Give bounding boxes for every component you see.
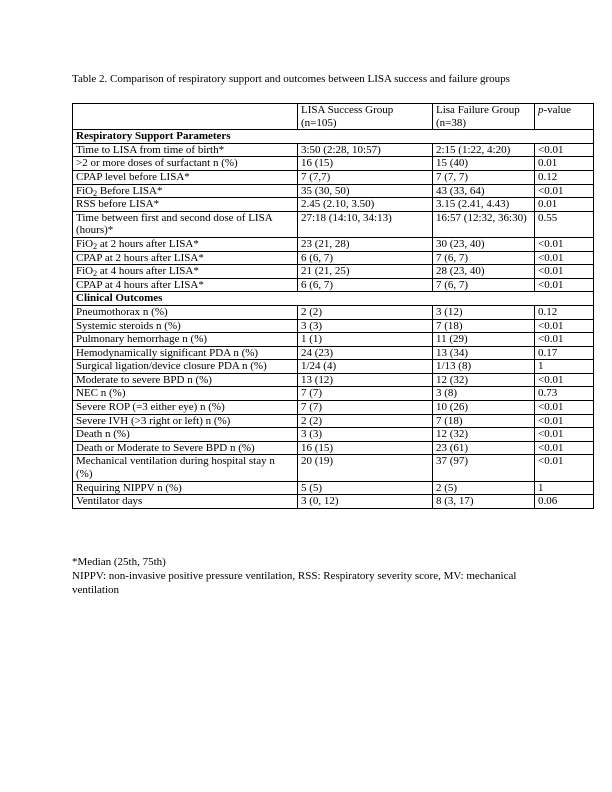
table-row [73, 481, 594, 495]
table-row [73, 157, 594, 171]
table-row [73, 387, 594, 401]
row-parameter: Time between first and second dose of LISA (hours)* [73, 211, 298, 237]
table-row [73, 143, 594, 157]
table-row [73, 495, 594, 509]
table-row [73, 401, 594, 415]
header-parameter [73, 104, 298, 130]
row-success-value: 3 (3) [298, 428, 433, 442]
table-caption: Table 2. Comparison of respiratory support and outcomes between LISA success and failure groups [72, 73, 510, 85]
row-parameter: Mechanical ventilation during hospital stay n (%) [73, 455, 298, 481]
row-failure-value: 7 (18) [433, 414, 535, 428]
row-failure-value: 1/13 (8) [433, 360, 535, 374]
row-p-value: <0.01 [535, 265, 594, 279]
row-success-value: 3 (3) [298, 319, 433, 333]
table-row [73, 360, 594, 374]
table-row [73, 237, 594, 251]
row-failure-value: 15 (40) [433, 157, 535, 171]
row-success-value: 16 (15) [298, 441, 433, 455]
table-row [73, 278, 594, 292]
row-failure-value: 2:15 (1:22, 4:20) [433, 143, 535, 157]
row-failure-value: 11 (29) [433, 333, 535, 347]
row-success-value: 35 (30, 50) [298, 184, 433, 198]
results-table [72, 103, 594, 509]
row-p-value: 0.17 [535, 346, 594, 360]
row-p-value: <0.01 [535, 401, 594, 415]
row-success-value: 27:18 (14:10, 34:13) [298, 211, 433, 237]
section-title: Respiratory Support Parameters [73, 130, 594, 144]
row-failure-value: 12 (32) [433, 428, 535, 442]
row-success-value: 6 (6, 7) [298, 251, 433, 265]
row-success-value: 20 (19) [298, 455, 433, 481]
row-parameter: >2 or more doses of surfactant n (%) [73, 157, 298, 171]
footnote-abbreviations: NIPPV: non-invasive positive pressure ventilation, RSS: Respiratory severity score, MV: mechanical ventilation [72, 569, 517, 596]
row-p-value: 1 [535, 481, 594, 495]
row-failure-value: 23 (61) [433, 441, 535, 455]
row-p-value: 0.12 [535, 305, 594, 319]
row-p-value: 0.01 [535, 198, 594, 212]
row-p-value: 0.06 [535, 495, 594, 509]
header-p-value: p-value [535, 104, 594, 130]
row-parameter: CPAP at 4 hours after LISA* [73, 278, 298, 292]
row-success-value: 1/24 (4) [298, 360, 433, 374]
row-failure-value: 3 (12) [433, 305, 535, 319]
row-success-value: 2.45 (2.10, 3.50) [298, 198, 433, 212]
row-p-value: <0.01 [535, 251, 594, 265]
footnote-median: *Median (25th, 75th) [72, 556, 166, 568]
row-p-value: <0.01 [535, 278, 594, 292]
row-failure-value: 3.15 (2.41, 4.43) [433, 198, 535, 212]
table-row [73, 184, 594, 198]
row-parameter: Surgical ligation/device closure PDA n (%) [73, 360, 298, 374]
row-p-value: <0.01 [535, 373, 594, 387]
row-failure-value: 30 (23, 40) [433, 237, 535, 251]
table-row [73, 198, 594, 212]
row-failure-value: 7 (6, 7) [433, 278, 535, 292]
row-success-value: 2 (2) [298, 414, 433, 428]
section-title: Clinical Outcomes [73, 292, 594, 306]
row-p-value: <0.01 [535, 333, 594, 347]
row-success-value: 7 (7,7) [298, 170, 433, 184]
row-success-value: 23 (21, 28) [298, 237, 433, 251]
row-failure-value: 12 (32) [433, 373, 535, 387]
row-failure-value: 10 (26) [433, 401, 535, 415]
row-parameter: Time to LISA from time of birth* [73, 143, 298, 157]
row-failure-value: 28 (23, 40) [433, 265, 535, 279]
row-parameter: Systemic steroids n (%) [73, 319, 298, 333]
row-parameter: Ventilator days [73, 495, 298, 509]
row-failure-value: 7 (7, 7) [433, 170, 535, 184]
row-p-value: <0.01 [535, 455, 594, 481]
table-row [73, 265, 594, 279]
row-success-value: 21 (21, 25) [298, 265, 433, 279]
header-success-group: LISA Success Group (n=105) [298, 104, 433, 130]
row-p-value: 0.73 [535, 387, 594, 401]
row-success-value: 3 (0, 12) [298, 495, 433, 509]
table-footnotes [72, 556, 542, 597]
row-p-value: <0.01 [535, 184, 594, 198]
row-success-value: 6 (6, 7) [298, 278, 433, 292]
row-success-value: 24 (23) [298, 346, 433, 360]
row-parameter: Moderate to severe BPD n (%) [73, 373, 298, 387]
row-success-value: 2 (2) [298, 305, 433, 319]
row-success-value: 3:50 (2:28, 10:57) [298, 143, 433, 157]
row-parameter: RSS before LISA* [73, 198, 298, 212]
row-p-value: 0.01 [535, 157, 594, 171]
row-failure-value: 7 (6, 7) [433, 251, 535, 265]
table-header-row [73, 104, 594, 130]
row-success-value: 7 (7) [298, 387, 433, 401]
row-success-value: 1 (1) [298, 333, 433, 347]
row-p-value: <0.01 [535, 414, 594, 428]
row-parameter: FiO$_2$ Before LISA* [73, 184, 298, 198]
row-parameter: Pulmonary hemorrhage n (%) [73, 333, 298, 347]
row-p-value: <0.01 [535, 319, 594, 333]
row-failure-value: 8 (3, 17) [433, 495, 535, 509]
row-failure-value: 3 (8) [433, 387, 535, 401]
row-parameter: Severe IVH (>3 right or left) n (%) [73, 414, 298, 428]
row-success-value: 5 (5) [298, 481, 433, 495]
table-row [73, 428, 594, 442]
row-success-value: 7 (7) [298, 401, 433, 415]
row-parameter: Hemodynamically significant PDA n (%) [73, 346, 298, 360]
row-parameter: Requiring NIPPV n (%) [73, 481, 298, 495]
table-row [73, 455, 594, 481]
table-row [73, 346, 594, 360]
row-p-value: 1 [535, 360, 594, 374]
row-failure-value: 2 (5) [433, 481, 535, 495]
section-header-row [73, 130, 594, 144]
row-parameter: Death or Moderate to Severe BPD n (%) [73, 441, 298, 455]
row-p-value: <0.01 [535, 143, 594, 157]
table-row [73, 441, 594, 455]
table-row [73, 170, 594, 184]
section-header-row [73, 292, 594, 306]
table-row [73, 319, 594, 333]
row-success-value: 13 (12) [298, 373, 433, 387]
row-failure-value: 13 (34) [433, 346, 535, 360]
row-failure-value: 7 (18) [433, 319, 535, 333]
row-parameter: NEC n (%) [73, 387, 298, 401]
header-failure-group: Lisa Failure Group (n=38) [433, 104, 535, 130]
row-p-value: 0.55 [535, 211, 594, 237]
row-success-value: 16 (15) [298, 157, 433, 171]
row-parameter: Severe ROP (=3 either eye) n (%) [73, 401, 298, 415]
row-failure-value: 37 (97) [433, 455, 535, 481]
table-row [73, 211, 594, 237]
table-row [73, 373, 594, 387]
table-row [73, 305, 594, 319]
row-p-value: 0.12 [535, 170, 594, 184]
table-row [73, 414, 594, 428]
row-parameter: FiO$_2$ at 4 hours after LISA* [73, 265, 298, 279]
table-row [73, 333, 594, 347]
row-parameter: CPAP level before LISA* [73, 170, 298, 184]
row-failure-value: 43 (33, 64) [433, 184, 535, 198]
table-row [73, 251, 594, 265]
row-parameter: Death n (%) [73, 428, 298, 442]
row-p-value: <0.01 [535, 428, 594, 442]
row-parameter: Pneumothorax n (%) [73, 305, 298, 319]
row-p-value: <0.01 [535, 441, 594, 455]
row-parameter: CPAP at 2 hours after LISA* [73, 251, 298, 265]
row-parameter: FiO$_2$ at 2 hours after LISA* [73, 237, 298, 251]
row-failure-value: 16:57 (12:32, 36:30) [433, 211, 535, 237]
row-p-value: <0.01 [535, 237, 594, 251]
